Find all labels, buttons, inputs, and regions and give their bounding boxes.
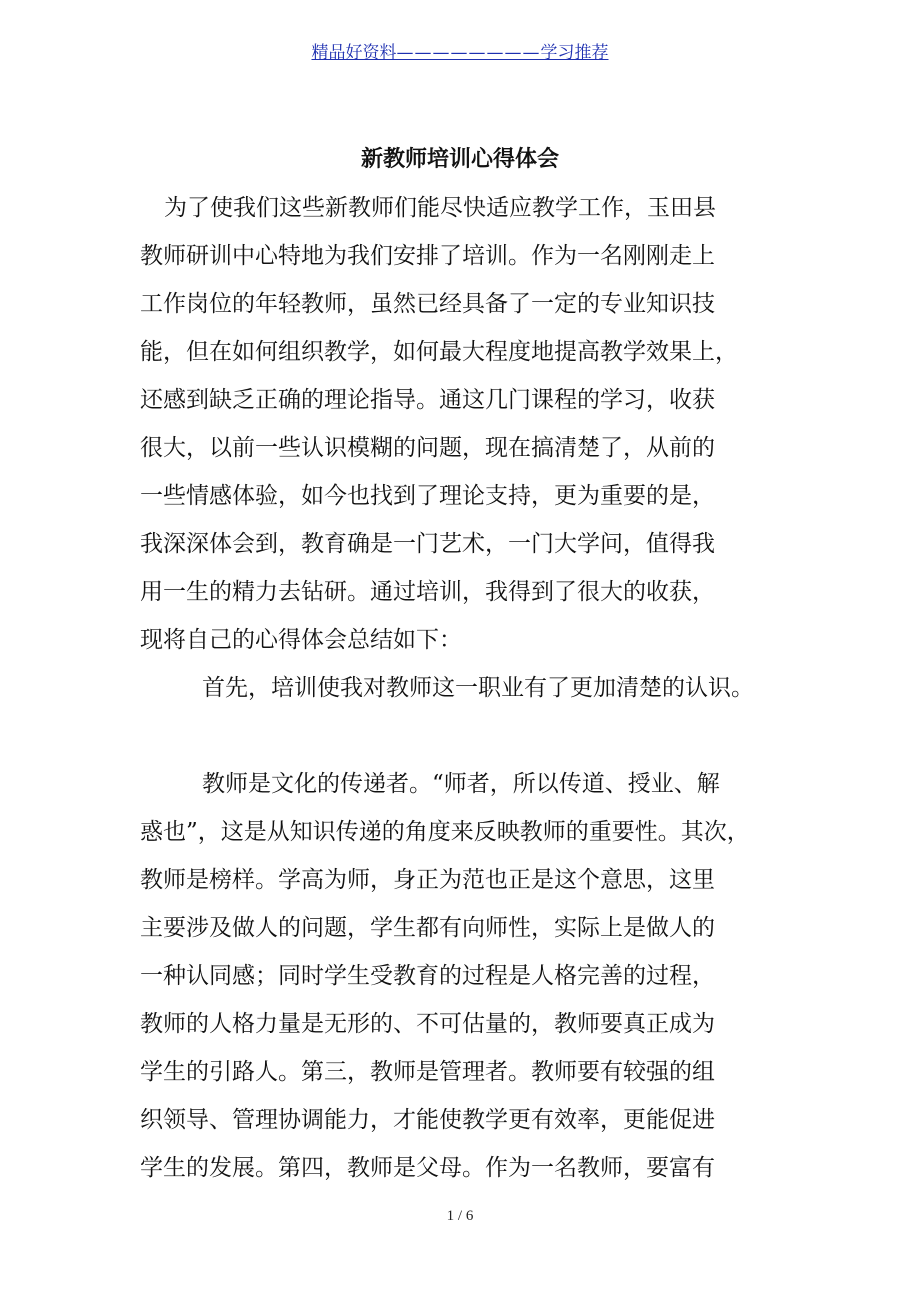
body-line: 学生的发展。第四，教师是父母。作为一名教师，要富有: [140, 1155, 715, 1181]
page-header: [0, 38, 920, 63]
body-line: 我深深体会到，教育确是一门艺术，一门大学问，值得我: [140, 531, 715, 557]
body-line: 一些情感体验，如今也找到了理论支持，更为重要的是，: [140, 483, 715, 509]
header-separator: ————————: [396, 43, 541, 63]
body-line: 主要涉及做人的问题，学生都有向师性，实际上是做人的: [140, 915, 715, 941]
body-line: 还感到缺乏正确的理论指导。通这几门课程的学习，收获: [140, 387, 715, 413]
body-line: 教师是榜样。学高为师，身正为范也正是这个意思，这里: [140, 867, 715, 893]
document-title: 新教师培训心得体会: [360, 147, 559, 172]
page-number: 1 / 6: [446, 1208, 474, 1224]
body-line: 首先，培训使我对教师这一职业有了更加清楚的认识。: [202, 675, 754, 701]
body-line: 教师的人格力量是无形的、不可估量的，教师要真正成为: [140, 1011, 715, 1037]
body-line: 一种认同感；同时学生受教育的过程是人格完善的过程，: [140, 963, 715, 989]
body-line: 惑也”，这是从知识传递的角度来反映教师的重要性。其次，: [140, 819, 750, 845]
body-line: 现将自己的心得体会总结如下：: [140, 627, 462, 653]
header-right-text: 学习推荐: [540, 43, 609, 63]
body-line: 为了使我们这些新教师们能尽快适应教学工作，玉田县: [164, 195, 716, 221]
body-line: 能，但在如何组织教学，如何最大程度地提高教学效果上，: [140, 339, 738, 365]
body-line: 很大，以前一些认识模糊的问题，现在搞清楚了，从前的: [140, 435, 715, 461]
body-line: 用一生的精力去钻研。通过培训，我得到了很大的收获，: [140, 579, 715, 605]
body-line: 工作岗位的年轻教师，虽然已经具备了一定的专业知识技: [140, 291, 715, 317]
body-line: 学生的引路人。第三，教师是管理者。教师要有较强的组: [140, 1059, 715, 1085]
body-line: 教师是文化的传递者。“师者，所以传道、授业、解: [202, 771, 720, 797]
header-left-text: 精品好资料: [311, 43, 397, 63]
body-line: 教师研训中心特地为我们安排了培训。作为一名刚刚走上: [140, 243, 715, 269]
body-line: 织领导、管理协调能力，才能使教学更有效率，更能促进: [140, 1107, 715, 1133]
